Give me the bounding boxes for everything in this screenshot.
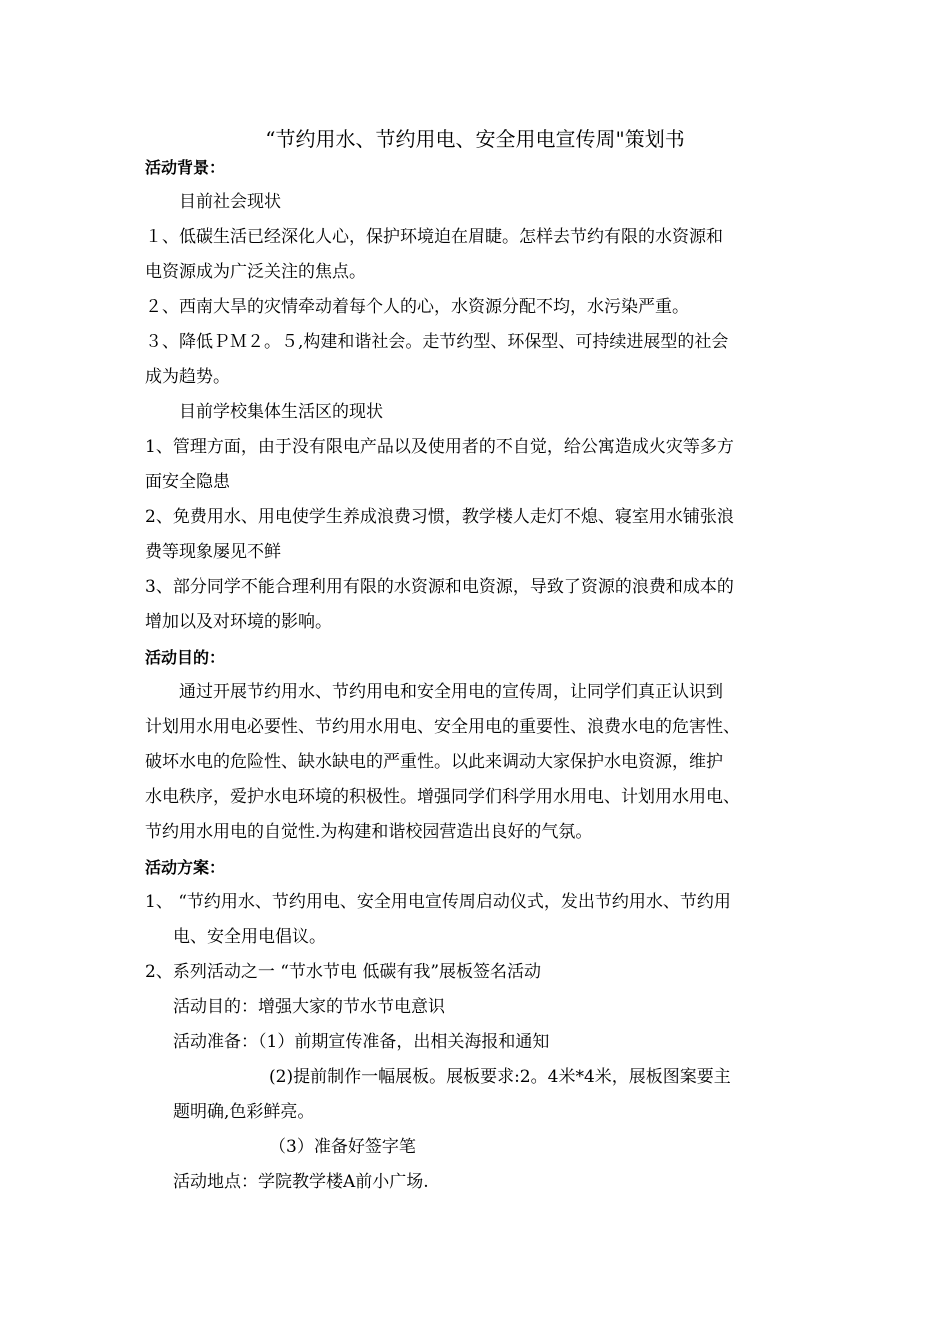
- paragraph-line: 1、 “节约用水、节约用电、安全用电宣传周启动仪式，发出节约用水、节约用: [145, 892, 731, 912]
- section-heading: 活动目的：: [145, 648, 226, 667]
- paragraph-line: 3、部分同学不能合理利用有限的水资源和电资源，导致了资源的浪费和成本的: [145, 577, 734, 597]
- paragraph-line: 目前社会现状: [179, 192, 281, 212]
- paragraph-line: １、低碳生活已经深化人心，保护环境迫在眉睫。怎样去节约有限的水资源和: [145, 227, 723, 247]
- paragraph-line: 活动地点：学院教学楼A前小广场.: [173, 1172, 429, 1192]
- paragraph-line: 水电秩序，爱护水电环境的积极性。增强同学们科学用水用电、计划用水用电、: [145, 787, 740, 807]
- paragraph-line: （3）准备好签字笔: [269, 1137, 416, 1157]
- paragraph-line: 通过开展节约用水、节约用电和安全用电的宣传周，让同学们真正认识到: [179, 682, 723, 702]
- paragraph-line: 目前学校集体生活区的现状: [179, 402, 383, 422]
- paragraph-line: 2、系列活动之一 “节水节电 低碳有我”展板签名活动: [145, 962, 542, 982]
- paragraph-line: 费等现象屡见不鲜: [145, 542, 281, 562]
- paragraph-line: 电、安全用电倡议。: [173, 927, 326, 947]
- document-body: [145, 150, 825, 1200]
- paragraph-line: 节约用水用电的自觉性.为构建和谐校园营造出良好的气氛。: [145, 822, 593, 842]
- paragraph-line: 增加以及对环境的影响。: [145, 612, 332, 632]
- paragraph-line: 1、管理方面，由于没有限电产品以及使用者的不自觉，给公寓造成火灾等多方: [145, 437, 734, 457]
- paragraph-line: ２、西南大旱的灾情牵动着每个人的心，水资源分配不均，水污染严重。: [145, 297, 689, 317]
- section-heading: 活动背景：: [145, 158, 226, 177]
- paragraph-line: 电资源成为广泛关注的焦点。: [145, 262, 366, 282]
- paragraph-line: 成为趋势。: [145, 367, 230, 387]
- paragraph-line: 活动目的：增强大家的节水节电意识: [173, 997, 445, 1017]
- paragraph-line: ３、降低ＰＭ２。５,构建和谐社会。走节约型、环保型、可持续进展型的社会: [145, 332, 729, 352]
- paragraph-line: 2、免费用水、用电使学生养成浪费习惯，教学楼人走灯不熄、寝室用水铺张浪: [145, 507, 734, 527]
- paragraph-line: 活动准备：（1）前期宣传准备，出相关海报和通知: [173, 1032, 550, 1052]
- paragraph-line: 计划用水用电必要性、节约用水用电、安全用电的重要性、浪费水电的危害性、: [145, 717, 740, 737]
- document-title: “节约用水、节约用电、安全用电宣传周"策划书: [265, 127, 685, 151]
- paragraph-line: 题明确,色彩鲜亮。: [173, 1102, 315, 1122]
- section-heading: 活动方案：: [145, 858, 226, 877]
- paragraph-line: 破坏水电的危险性、缺水缺电的严重性。以此来调动大家保护水电资源，维护: [145, 752, 723, 772]
- paragraph-line: (2)提前制作一幅展板。展板要求:2。4米*4米，展板图案要主: [269, 1067, 731, 1087]
- paragraph-line: 面安全隐患: [145, 472, 230, 492]
